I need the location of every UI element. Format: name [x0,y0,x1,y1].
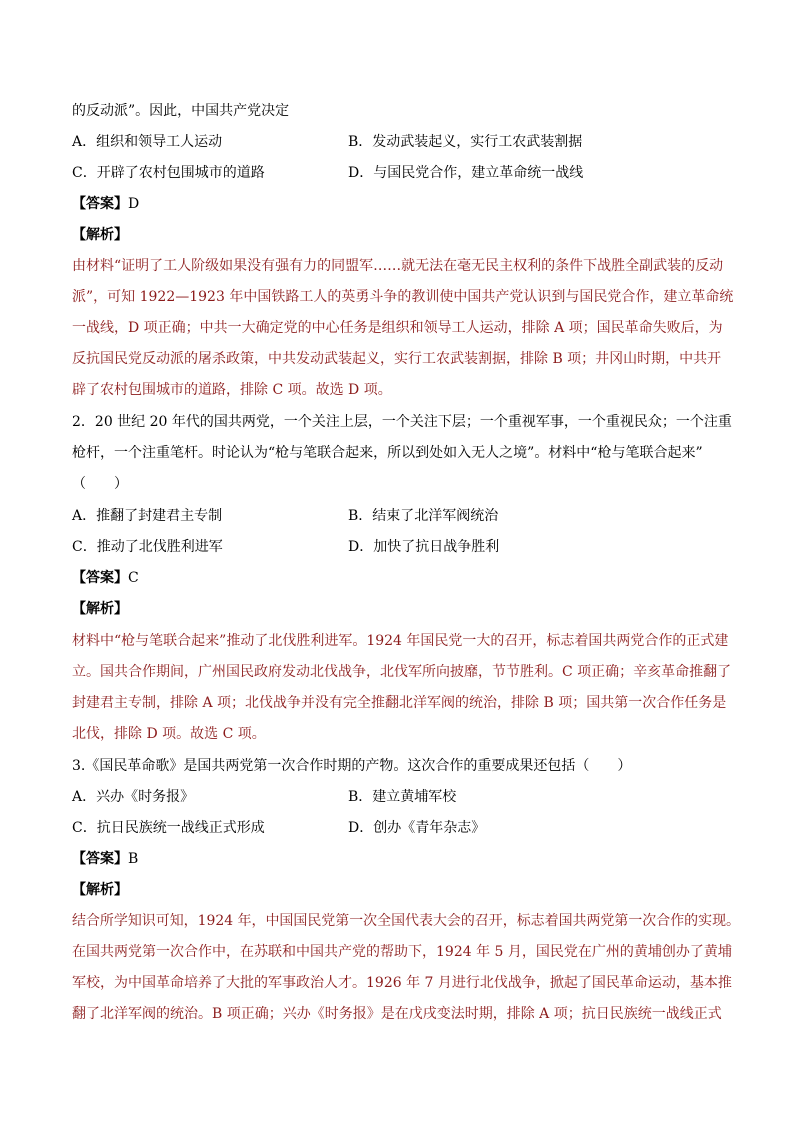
answer-value: B [128,851,139,867]
q3-analysis-line: 军校，为中国革命培养了大批的军事政治人才。1926 年 7 月进行北伐战争，掀起了国民革命运动，基本推 [72,975,732,991]
q2-stem-line: （ ） [72,476,128,492]
q2-option-a: A．推翻了封建君主专制 [72,508,223,524]
q3-analysis-line: 在国共两党第一次合作中，在苏联和中国共产党的帮助下，1924 年 5 月，国民党在广州的黄埔创办了黄埔 [72,944,732,960]
q2-option-c: C．推动了北伐胜利进军 [72,539,223,555]
q2-analysis-line: 立。国共合作期间，广州国民政府发动北伐战争，北伐军所向披靡，节节胜利。C 项正确；辛亥革命推翻了 [72,664,732,680]
q1-analysis-label: 【解析】 [72,227,128,243]
q3-option-b: B．建立黄埔军校 [348,789,457,805]
q3-option-a: A．兴办《时务报》 [72,789,195,805]
q1-stem-tail: 的反动派”。因此，中国共产党决定 [72,103,290,119]
q2-option-d: D．加快了抗日战争胜利 [348,539,500,555]
q3-analysis-label: 【解析】 [72,882,128,898]
q2-option-b: B．结束了北洋军阀统治 [348,508,499,524]
q2-answer [72,568,139,588]
q1-analysis-line: 辟了农村包围城市的道路，排除 C 项。故选 D 项。 [72,382,392,398]
q1-analysis-line: 反抗国民党反动派的屠杀政策，中共发动武装起义，实行工农武装割据，排除 B 项；井冈山时期，中共开 [72,351,722,367]
q1-analysis-line: 由材料“证明了工人阶级如果没有强有力的同盟军……就无法在毫无民主权利的条件下战胜全副武装的反动 [72,258,724,274]
q1-option-b: B．发动武装起义，实行工农武装割据 [348,134,583,150]
q3-option-c: C．抗日民族统一战线正式形成 [72,820,265,836]
q2-analysis-line: 材料中“枪与笔联合起来”推动了北伐胜利进军。1924 年国民党一大的召开，标志着国共两党合作的正式建 [72,633,729,649]
answer-label: 【答案】 [72,851,128,867]
q3-analysis-line: 翻了北洋军阀的统治。B 项正确；兴办《时务报》是在戊戌变法时期，排除 A 项；抗日民族统一战线正式 [72,1006,722,1022]
q1-option-c: C．开辟了农村包围城市的道路 [72,165,265,181]
q2-analysis-label: 【解析】 [72,601,128,617]
q1-option-a: A．组织和领导工人运动 [72,134,223,150]
q3-analysis-line: 结合所学知识可知，1924 年，中国国民党第一次全国代表大会的召开，标志着国共两党第一次合作的实现。 [72,913,741,929]
q3-stem: 3.《国民革命歌》是国共两党第一次合作时期的产物。这次合作的重要成果还包括（ ） [72,758,632,774]
q3-answer [72,849,138,869]
q1-analysis-line: 派”，可知 1922—1923 年中国铁路工人的英勇斗争的教训使中国共产党认识到与国民党合作，建立革命统 [72,289,734,305]
q1-answer [72,194,139,214]
q2-analysis-line: 北伐，排除 D 项。故选 C 项。 [72,726,266,742]
answer-label: 【答案】 [72,196,128,212]
q2-analysis-line: 封建君主专制，排除 A 项；北伐战争并没有完全推翻北洋军阀的统治，排除 B 项；国共第一次合作任务是 [72,695,727,711]
q1-analysis-line: 一战线，D 项正确；中共一大确定党的中心任务是组织和领导工人运动，排除 A 项；国民革命失败后，为 [72,320,723,336]
answer-label: 【答案】 [72,570,128,586]
answer-value: D [128,196,140,212]
q1-option-d: D．与国民党合作，建立革命统一战线 [348,165,584,181]
answer-value: C [128,570,139,586]
q2-stem-line: 2．20 世纪 20 年代的国共两党，一个关注上层，一个关注下层；一个重视军事，一个重视民众；一个注重 [72,414,732,430]
q2-stem-line: 枪杆，一个注重笔杆。时论认为“枪与笔联合起来，所以到处如入无人之境”。材料中“枪与笔联合起来” [72,445,703,461]
q3-option-d: D．创办《青年杂志》 [348,820,486,836]
